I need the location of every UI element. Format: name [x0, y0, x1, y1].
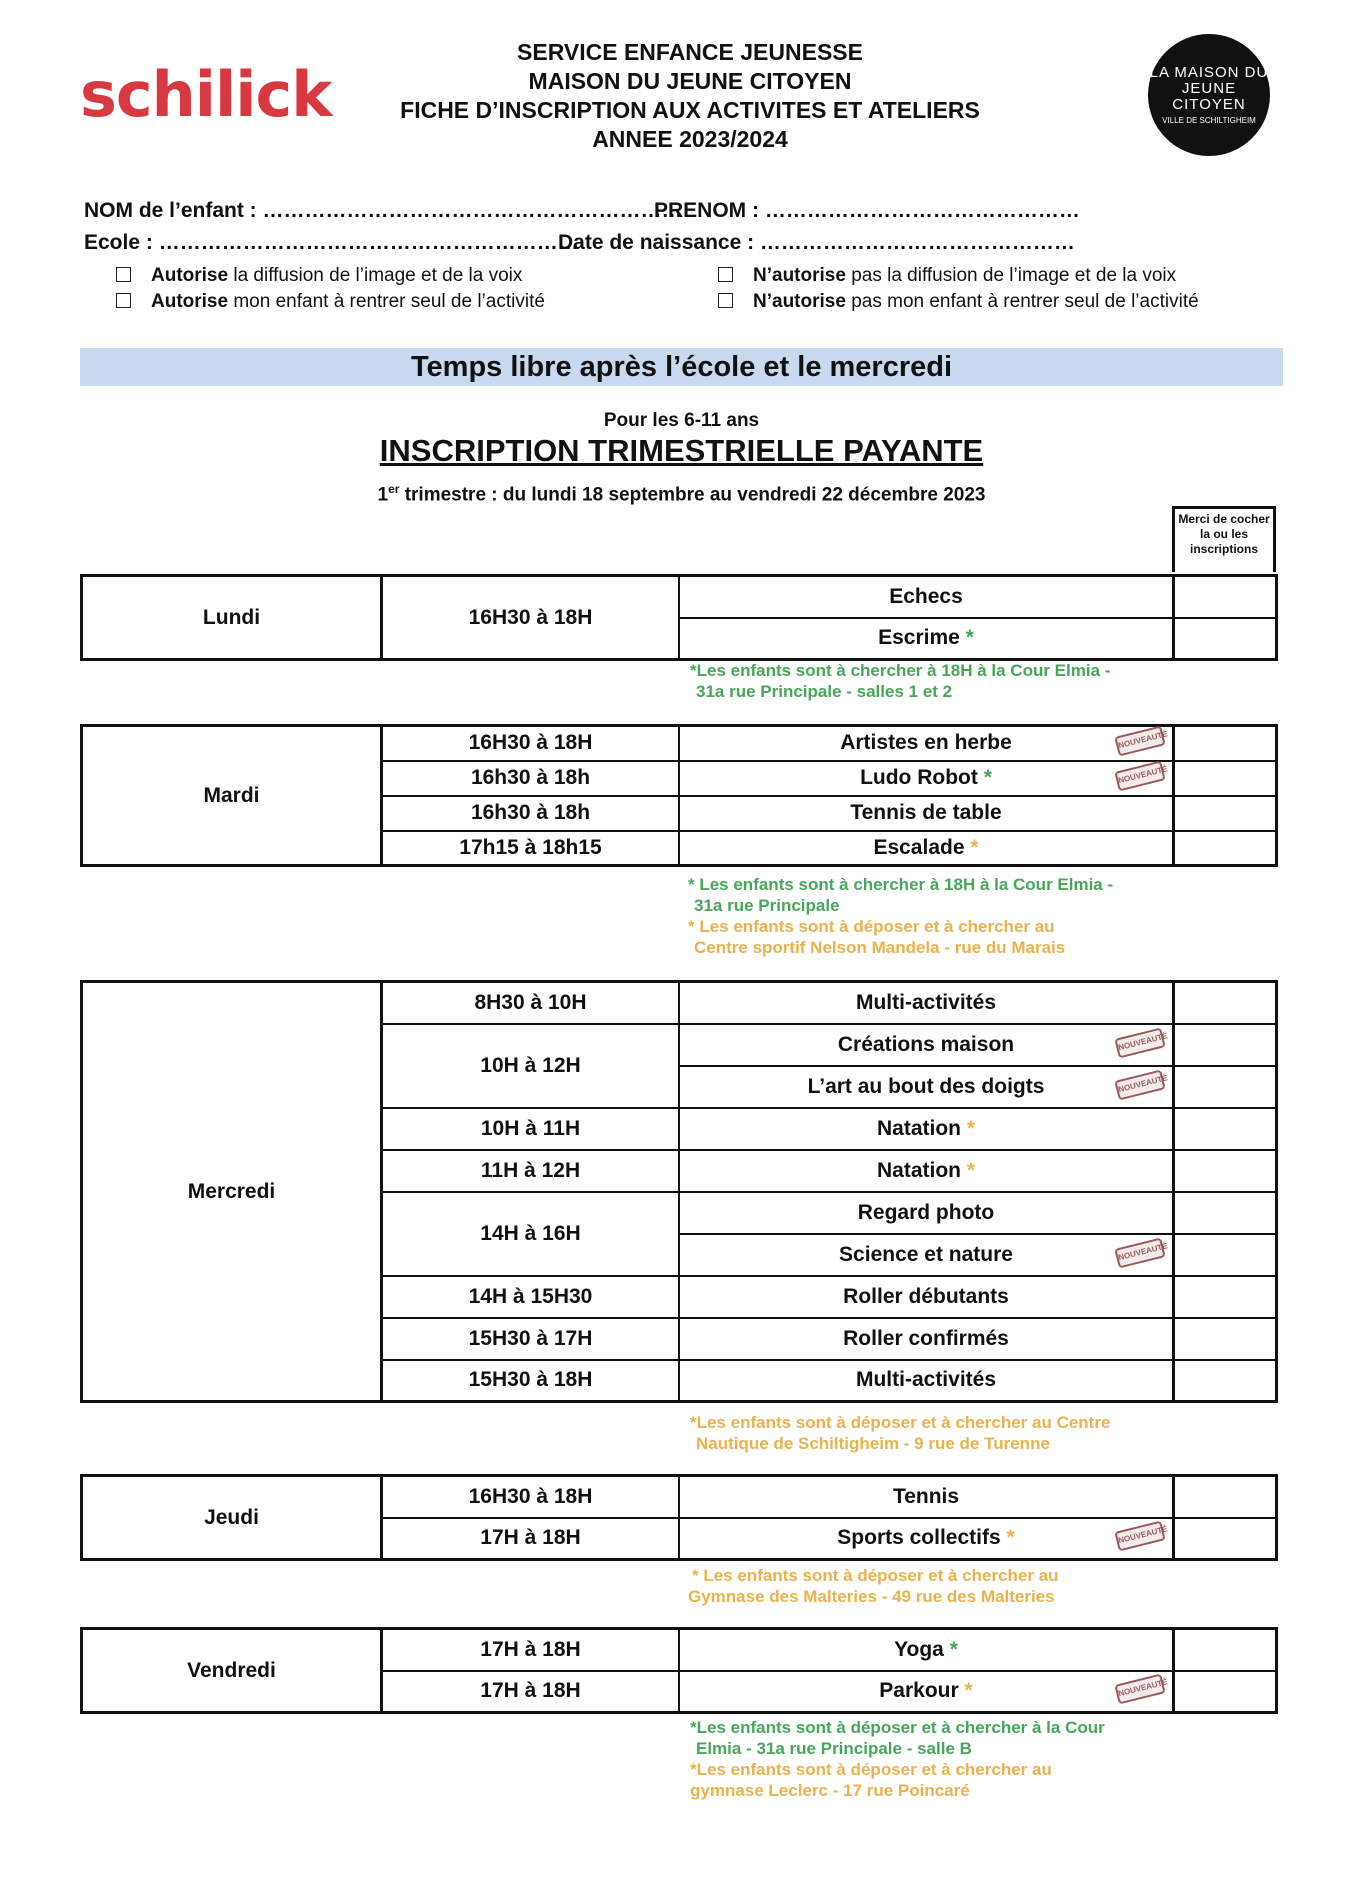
table-lundi [80, 574, 1278, 661]
activity [679, 1318, 1174, 1360]
time-slot: 15H30 à 17H [382, 1318, 680, 1360]
permission-alone-yes[interactable] [116, 291, 545, 313]
signup-checkbox-cell[interactable] [1174, 1192, 1277, 1234]
signup-checkbox-cell[interactable] [1174, 761, 1277, 796]
note-jeudi [688, 1565, 1059, 1607]
note-mardi [688, 874, 1113, 958]
note-line: Nautique de Schiltigheim - 9 rue de Turenne [696, 1434, 1050, 1453]
activity [679, 1066, 1174, 1108]
note-line: Gymnase des Malteries - 49 rue des Malteries [688, 1587, 1055, 1606]
signup-checkbox-cell[interactable] [1174, 1629, 1277, 1671]
perm-text: pas la diffusion de l’image et de la voix [845, 265, 1177, 286]
header-title [320, 38, 1060, 154]
activity [679, 761, 1174, 796]
nom-field[interactable]: NOM de l’enfant : …………………………………………………… [84, 199, 683, 222]
note-line: *Les enfants sont à chercher à 18H à la Cour Elmia - [690, 661, 1111, 680]
activity-name: Tennis [892, 1484, 960, 1508]
activity-name: Artistes en herbe [840, 731, 1012, 755]
permission-alone-no[interactable] [718, 291, 1199, 313]
time-slot: 10H à 11H [382, 1108, 680, 1150]
note-star: * [970, 835, 979, 859]
nouveaute-stamp-icon: NOUVEAUTÉ [1114, 1027, 1165, 1058]
activity-name: Echecs [889, 584, 963, 608]
activity-name: Roller débutants [843, 1284, 1009, 1308]
note-lundi [690, 660, 1110, 702]
activity [679, 1629, 1174, 1671]
note-line: gymnase Leclerc - 17 rue Poincaré [690, 1781, 970, 1800]
header-line: SERVICE ENFANCE JEUNESSE [517, 39, 863, 65]
day-label: Jeudi [82, 1476, 382, 1560]
activity [679, 982, 1174, 1024]
time-slot: 17H à 18H [382, 1518, 680, 1560]
table-vendredi [80, 1627, 1278, 1714]
activity [679, 831, 1174, 866]
nouveaute-stamp-icon: NOUVEAUTÉ [1114, 760, 1165, 791]
nouveaute-stamp-icon: NOUVEAUTÉ [1114, 726, 1165, 757]
note-line: *Les enfants sont à déposer et à chercher à la Cour [690, 1718, 1105, 1737]
day-label: Mardi [82, 726, 382, 866]
activity [679, 1476, 1174, 1518]
activity [679, 796, 1174, 831]
note-line: 31a rue Principale [694, 896, 840, 915]
activity [679, 1150, 1174, 1192]
section-banner: Temps libre après l’école et le mercredi [80, 348, 1283, 386]
permission-image-no[interactable] [718, 265, 1176, 287]
activity-name: Escrime [878, 626, 960, 650]
trimester-dates [80, 482, 1283, 506]
activity [679, 1024, 1174, 1066]
signup-checkbox-cell[interactable] [1174, 1318, 1277, 1360]
nouveaute-stamp-icon: NOUVEAUTÉ [1114, 1237, 1165, 1268]
main-title [80, 433, 1283, 469]
checkbox[interactable] [718, 293, 733, 308]
note-star: * [983, 766, 992, 789]
signup-checkbox-cell[interactable] [1174, 726, 1277, 761]
time-slot: 16H30 à 18H [382, 1476, 680, 1518]
note-vendredi [690, 1717, 1105, 1801]
note-line: 31a rue Principale - salles 1 et 2 [696, 682, 953, 701]
note-star: * [966, 1158, 976, 1182]
time-slot: 11H à 12H [382, 1150, 680, 1192]
nouveaute-stamp-icon: NOUVEAUTÉ [1114, 1674, 1165, 1705]
day-label: Mercredi [82, 982, 382, 1402]
time-slot: 16H30 à 18H [382, 726, 680, 761]
activity-name: Tennis de table [850, 801, 1002, 824]
note-line: * Les enfants sont à déposer et à chercher au [692, 1566, 1059, 1585]
time-slot: 17h15 à 18h15 [382, 831, 680, 866]
time-slot: 15H30 à 18H [382, 1360, 680, 1402]
table-jeudi [80, 1474, 1278, 1561]
ecole-field[interactable]: Ecole : …………………………………………………… [84, 231, 579, 254]
activity [679, 1276, 1174, 1318]
signup-checkbox-cell[interactable] [1174, 796, 1277, 831]
signup-checkbox-cell[interactable] [1174, 576, 1277, 618]
activity-name: Sports collectifs [837, 1526, 1001, 1550]
activity [679, 1234, 1174, 1276]
time-slot: 17H à 18H [382, 1671, 680, 1713]
signup-checkbox-cell[interactable] [1174, 1150, 1277, 1192]
signup-checkbox-cell[interactable] [1174, 1476, 1277, 1518]
checkbox[interactable] [116, 267, 131, 282]
prenom-field[interactable]: PRENOM : ……………………………………… [654, 199, 1080, 222]
activity [679, 1360, 1174, 1402]
signup-checkbox-cell[interactable] [1174, 1671, 1277, 1713]
signup-checkbox-cell[interactable] [1174, 1234, 1277, 1276]
note-line: Elmia - 31a rue Principale - salle B [696, 1739, 972, 1758]
signup-checkbox-cell[interactable] [1174, 1360, 1277, 1402]
activity [679, 1108, 1174, 1150]
activity-name: Parkour [879, 1679, 959, 1703]
perm-text: la diffusion de l’image et de la voix [228, 265, 523, 286]
header-line: ANNEE 2023/2024 [592, 126, 788, 152]
signup-checkbox-cell[interactable] [1174, 1024, 1277, 1066]
trimester-sup: er [388, 482, 400, 496]
signup-checkbox-cell[interactable] [1174, 1108, 1277, 1150]
checkbox[interactable] [116, 293, 131, 308]
check-column-header: Merci de cocher la ou les inscriptions [1172, 506, 1276, 572]
activity [679, 1192, 1174, 1234]
note-star: * [1006, 1526, 1015, 1550]
date-naissance-field[interactable]: Date de naissance : ……………………………………… [558, 231, 1075, 254]
activity [679, 618, 1174, 660]
header-line: MAISON DU JEUNE CITOYEN [528, 68, 852, 94]
note-line: *Les enfants sont à déposer et à chercher au [690, 1760, 1052, 1779]
perm-text: pas mon enfant à rentrer seul de l’activité [845, 291, 1199, 312]
activity-name: L’art au bout des doigts [807, 1074, 1045, 1098]
note-line: * Les enfants sont à chercher à 18H à la Cour Elmia - [688, 875, 1114, 894]
signup-checkbox-cell[interactable] [1174, 618, 1277, 660]
perm-bold: N’autorise [753, 291, 846, 312]
note-line: *Les enfants sont à déposer et à chercher au Centre [690, 1413, 1111, 1432]
time-slot: 10H à 12H [382, 1024, 680, 1108]
activity-name: Multi-activités [855, 1368, 997, 1392]
signup-checkbox-cell[interactable] [1174, 1518, 1277, 1560]
note-line: * Les enfants sont à déposer et à chercher au [688, 917, 1055, 936]
activity-name: Multi-activités [855, 990, 997, 1014]
activity-name: Yoga [894, 1637, 944, 1661]
signup-checkbox-cell[interactable] [1174, 831, 1277, 866]
signup-checkbox-cell[interactable] [1174, 1276, 1277, 1318]
time-slot: 16h30 à 18h [382, 761, 680, 796]
time-slot: 16H30 à 18H [382, 576, 680, 660]
note-star: * [949, 1637, 958, 1661]
mjc-logo-subtext: VILLE DE SCHILTIGHEIM [1162, 115, 1256, 125]
mjc-logo-text: LA MAISON DU JEUNE CITOYEN [1149, 63, 1269, 113]
header-line: FICHE D’INSCRIPTION AUX ACTIVITES ET ATELIERS [400, 97, 980, 123]
signup-checkbox-cell[interactable] [1174, 982, 1277, 1024]
activity [679, 576, 1174, 618]
activity-name: Roller confirmés [843, 1326, 1009, 1350]
perm-text: mon enfant à rentrer seul de l’activité [228, 291, 545, 312]
time-slot: 17H à 18H [382, 1629, 680, 1671]
nouveaute-stamp-icon: NOUVEAUTÉ [1114, 1069, 1165, 1100]
note-mercredi [690, 1412, 1110, 1454]
note-star: * [964, 1679, 973, 1703]
permission-image-yes[interactable] [116, 265, 522, 287]
activity-name: Créations maison [837, 1032, 1015, 1056]
activity-name: Escalade [873, 835, 965, 859]
activity-name: Regard photo [857, 1200, 995, 1224]
day-label: Lundi [82, 576, 382, 660]
trimester-num: 1 [377, 484, 389, 506]
perm-bold: N’autorise [753, 265, 846, 286]
perm-bold: Autorise [151, 291, 229, 312]
activity-name: Natation [876, 1116, 961, 1140]
trimester-text: trimestre : du lundi 18 septembre au vendredi 22 décembre 2023 [399, 484, 986, 506]
time-slot: 16h30 à 18h [382, 796, 680, 831]
activity [679, 726, 1174, 761]
time-slot: 14H à 16H [382, 1192, 680, 1276]
activity [679, 1671, 1174, 1713]
table-mercredi [80, 980, 1278, 1403]
day-label: Vendredi [82, 1629, 382, 1713]
note-line: Centre sportif Nelson Mandela - rue du Marais [694, 938, 1066, 957]
activity-name: Ludo Robot [860, 766, 978, 789]
nouveaute-stamp-icon: NOUVEAUTÉ [1114, 1521, 1165, 1552]
table-mardi [80, 724, 1278, 867]
schilick-logo: schilick [80, 58, 332, 131]
main-title-text: INSCRIPTION TRIMESTRIELLE PAYANTE [379, 433, 984, 468]
signup-checkbox-cell[interactable] [1174, 1066, 1277, 1108]
activity-name: Science et nature [839, 1242, 1013, 1266]
note-star: * [965, 626, 974, 650]
time-slot: 8H30 à 10H [382, 982, 680, 1024]
mjc-logo [1148, 34, 1270, 156]
perm-bold: Autorise [151, 265, 229, 286]
time-slot: 14H à 15H30 [382, 1276, 680, 1318]
age-range: Pour les 6-11 ans [603, 410, 760, 431]
activity [679, 1518, 1174, 1560]
activity-name: Natation [876, 1158, 961, 1182]
checkbox[interactable] [718, 267, 733, 282]
note-star: * [966, 1116, 976, 1140]
